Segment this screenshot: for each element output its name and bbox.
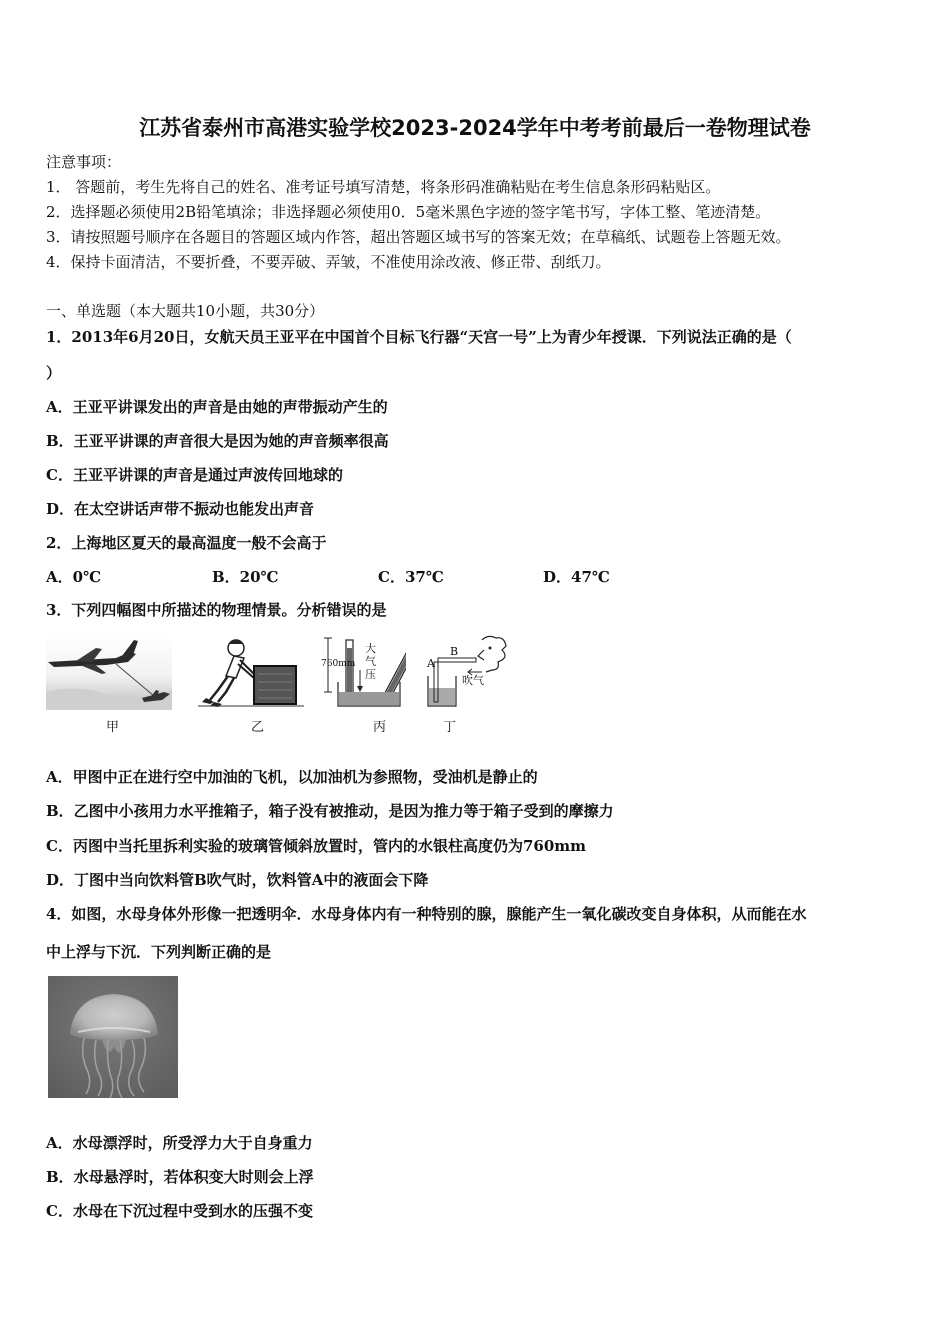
- notice-heading: 注意事项：: [46, 153, 122, 171]
- q1-option-a: A．王亚平讲课发出的声音是由她的声带振动产生的: [46, 398, 388, 416]
- q1-option-b: B．王亚平讲课的声音很大是因为她的声音频率很高: [46, 432, 389, 450]
- straw-a-label: A: [427, 657, 435, 670]
- figure-caption-ding: 丁: [443, 720, 457, 735]
- q4-stem-cont: 中上浮与下沉．下列判断正确的是: [46, 943, 272, 961]
- q4-option-a: A．水母漂浮时，所受浮力大于自身重力: [46, 1134, 313, 1152]
- figure-caption-yi: 乙: [251, 720, 265, 735]
- q3-option-d: D．丁图中当向饮料管B吹气时，饮料管A中的液面会下降: [46, 871, 429, 889]
- q3-option-a: A．甲图中正在进行空中加油的飞机，以加油机为参照物，受油机是静止的: [46, 768, 538, 786]
- section-heading: 一、单选题（本大题共10小题，共30分）: [46, 302, 325, 320]
- q2-option-d: D．47℃: [543, 568, 610, 586]
- figure-caption-bing: 丙: [373, 720, 387, 735]
- air-pressure-label-2: 气: [365, 655, 376, 668]
- q4-stem: 4．如图，水母身体外形像一把透明伞．水母身体内有一种特别的腺，腺能产生一氧化碳改变自身体积，从而能在水: [46, 905, 807, 923]
- child-pushing-box-figure: [196, 634, 306, 710]
- straw-b-label: B: [450, 645, 459, 658]
- blowing-straw-figure: [422, 632, 514, 710]
- q2-option-b: B．20℃: [212, 568, 279, 586]
- notice-item: 1． 答题前，考生先将自己的姓名、准考证号填写清楚，将条形码准确粘贴在考生信息条形码粘贴区。: [46, 178, 721, 196]
- q1-option-d: D．在太空讲话声带不振动也能发出声音: [46, 500, 315, 518]
- q1-option-c: C．王亚平讲课的声音是通过声波传回地球的: [46, 466, 343, 484]
- notice-item: 2．选择题必须使用2B铅笔填涂；非选择题必须使用0．5毫米黑色字迹的签字笔书写，字体工整、笔迹清楚。: [46, 203, 771, 221]
- q4-option-b: B．水母悬浮时，若体积变大时则会上浮: [46, 1168, 314, 1186]
- air-pressure-label-3: 压: [365, 668, 376, 681]
- page-title: 江苏省泰州市高港实验学校2023-2024学年中考考前最后一卷物理试卷: [139, 116, 811, 140]
- q3-option-c: C．丙图中当托里拆利实验的玻璃管倾斜放置时，管内的水银柱高度仍为760mm: [46, 837, 586, 855]
- figure-caption-jia: 甲: [106, 720, 120, 735]
- q2-option-a: A．0℃: [46, 568, 102, 586]
- q4-option-c: C．水母在下沉过程中受到水的压强不变: [46, 1202, 313, 1220]
- q1-stem-end: ）: [46, 364, 62, 382]
- q3-stem: 3．下列四幅图中所描述的物理情景。分析错误的是: [46, 601, 387, 619]
- jellyfish-photo: [48, 976, 178, 1098]
- notice-item: 4．保持卡面清洁，不要折叠，不要弄破、弄皱，不准使用涂改液、修正带、刮纸刀。: [46, 253, 611, 271]
- refueling-aircraft-figure: [46, 634, 172, 710]
- notice-item: 3．请按照题号顺序在各题目的答题区域内作答，超出答题区域书写的答案无效；在草稿纸、试题卷上答题无效。: [46, 228, 791, 246]
- q1-stem: 1．2013年6月20日，女航天员王亚平在中国首个目标飞行器“天宫一号”上为青少年授课．下列说法正确的是（: [46, 328, 792, 346]
- torricelli-experiment-figure: [320, 634, 406, 710]
- q2-stem: 2．上海地区夏天的最高温度一般不会高于: [46, 534, 327, 552]
- mercury-height-label: 760mm: [321, 659, 356, 669]
- q2-option-c: C．37℃: [378, 568, 444, 586]
- q3-option-b: B．乙图中小孩用力水平推箱子，箱子没有被推动，是因为推力等于箱子受到的摩擦力: [46, 802, 614, 820]
- air-pressure-label-1: 大: [365, 642, 376, 655]
- blow-air-label: 吹气: [462, 674, 484, 687]
